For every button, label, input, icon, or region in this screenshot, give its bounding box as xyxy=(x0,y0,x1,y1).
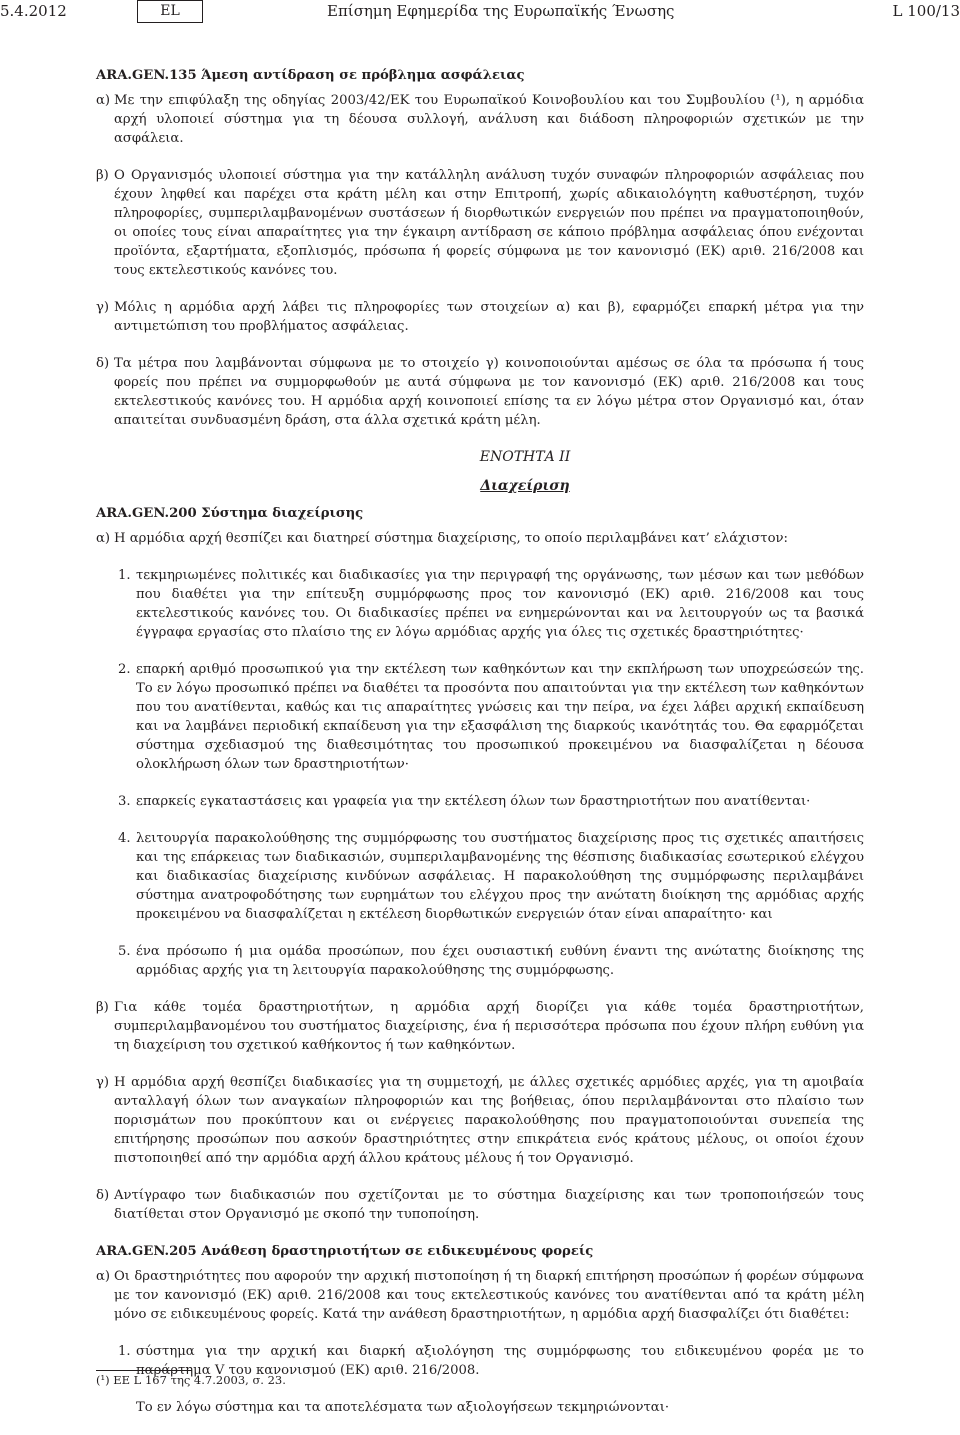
journal-title: Επίσημη Εφημερίδα της Ευρωπαϊκής Ένωσης xyxy=(327,2,674,21)
section-subtitle: Διαχείριση xyxy=(186,477,864,496)
para-label: α) xyxy=(96,529,114,548)
para-text: Με την επιφύλαξη της οδηγίας 2003/42/ΕΚ του Ευρωπαϊκού Κοινοβουλίου και του Συμβουλίου (¹), η αρμόδια αρχή υλοποιεί σύστημα για τη δέουσα συλλογή, ανάλυση και διάδοση πληροφοριών σχετικών με την ασφάλεια. xyxy=(114,91,864,148)
item-number: 1. xyxy=(118,566,136,642)
list-item xyxy=(118,660,864,774)
gen135-para-a xyxy=(96,91,864,148)
gen205-trailing-text: Το εν λόγω σύστημα και τα αποτελέσματα των αξιολογήσεων τεκμηριώνονται· xyxy=(136,1398,864,1417)
page-header xyxy=(0,0,960,30)
gen200-para-c xyxy=(96,1073,864,1168)
item-text: σύστημα για την αρχική και διαρκή αξιολόγηση της συμμόρφωσης του ειδικευμένου φορέα με το παράρτημα V του κανονισμού (ΕΚ) αριθ. 216/2008. xyxy=(136,1342,864,1380)
item-text: επαρκείς εγκαταστάσεις και γραφεία για την εκτέλεση όλων των δραστηριοτήτων που ανατίθενται· xyxy=(136,792,864,811)
footnote-divider xyxy=(96,1370,192,1371)
para-text: Η αρμόδια αρχή θεσπίζει διαδικασίες για τη συμμετοχή, με άλλες σχετικές αρμόδιες αρχές, για τη αμοιβαία ανταλλαγή όλων των αναγκαίων πληροφοριών και της βοήθειας, όπου περιλαμβάνονται στο πλαίσιο των πορισμάτων που προκύπτουν και οι ενέργειες παρακολούθησης που πραγματοποιούνται συνεπεία της επιτήρησης προσώπων που ασκούν δραστηριότητες στην επικράτεια ενός κράτους μέλους, οι οποίοι έχουν πιστοποιηθεί από την αρμόδια αρχή άλλου κράτους μέλους ή τον Οργανισμό. xyxy=(114,1073,864,1168)
para-text: Για κάθε τομέα δραστηριοτήτων, η αρμόδια αρχή διορίζει για κάθε τομέα δραστηριοτήτων, συμπεριλαμβανομένου του συστήματος διαχείρισης, ένα ή περισσότερα πρόσωπα που έχουν πλήρη ευθύνη για τη διαχείριση του σχετικού καθήκοντος ή των καθηκόντων. xyxy=(114,998,864,1055)
gen200-para-d xyxy=(96,1186,864,1224)
item-text: τεκμηριωμένες πολιτικές και διαδικασίες για την περιγραφή της οργάνωσης, των μέσων και των μεθόδων που διαθέτει για την επίτευξη συμμόρφωσης προς τον κανονισμό (ΕΚ) αριθ. 216/2008 και τους εκτελεστικούς κανόνες του. Οι διαδικασίες πρέπει να ενημερώνονται και να λειτουργούν ως τα βασικά έγγραφα εργασίας στο πλαίσιο της εν λόγω αρμόδιας αρχής για όλες τις σχετικές δραστηριότητες· xyxy=(136,566,864,642)
para-label: γ) xyxy=(96,1073,114,1168)
para-text: Οι δραστηριότητες που αφορούν την αρχική πιστοποίηση ή τη διαρκή επιτήρηση προσώπων ή φορέων σύμφωνα με τον κανονισμό (ΕΚ) αριθ. 216/2008 και τους εκτελεστικούς κανόνες του ανατίθενται από τα κράτη μέλη μόνο σε ειδικευμένους φορείς. Κατά την ανάθεση δραστηριοτήτων, η αρμόδια αρχή διασφαλίζει ότι διαθέτει: xyxy=(114,1267,864,1324)
list-item xyxy=(118,942,864,980)
page-reference: L 100/13 xyxy=(893,2,960,21)
list-item xyxy=(118,792,864,811)
para-text: Ο Οργανισμός υλοποιεί σύστημα για την κατάλληλη ανάλυση τυχόν συναφών πληροφοριών ασφάλειας που έχουν ληφθεί και παρέχει στα κράτη μέλη και στην Επιτροπή, χωρίς αδικαιολόγητη καθυστέρηση, τυχόν πληροφορίες, συμπεριλαμβανομένων συστάσεων ή διορθωτικών ενεργειών που πρέπει να πραγματοποιηθούν, οι οποίες τους είναι απαραίτητες για την έγκαιρη αντίδραση σε κάποιο πρόβλημα ασφάλειας όπου ενέχονται προϊόντα, εξαρτήματα, εξοπλισμός, πρόσωπα ή φορείς σύμφωνα με τον κανονισμό (ΕΚ) αριθ. 216/2008 και τους εκτελεστικούς κανόνες του. xyxy=(114,166,864,280)
language-box: EL xyxy=(137,0,203,23)
gen135-para-d xyxy=(96,354,864,430)
item-text: επαρκή αριθμό προσωπικού για την εκτέλεση των καθηκόντων και την εκπλήρωση των υποχρεώσεών της. Το εν λόγω προσωπικό πρέπει να διαθέτει τα προσόντα που απαιτούνται για την εκτέλεση των καθηκόντων που του ανατίθενται, καθώς και τις απαραίτητες γνώσεις και την πείρα, να έχει λάβει αρχική εκπαίδευση και να λαμβάνει περιοδική εκπαίδευση για την εξασφάλιση της διαρκούς ικανότητάς του. Θα εφαρμόζεται σύστημα σχεδιασμού της διαθεσιμότητας του προσωπικού προκειμένου να διασφαλίζεται η δέουσα ολοκλήρωση όλων των δραστηριοτήτων· xyxy=(136,660,864,774)
publication-date: 5.4.2012 xyxy=(0,2,67,21)
gen135-para-c xyxy=(96,298,864,336)
para-text: Τα μέτρα που λαμβάνονται σύμφωνα με το στοιχείο γ) κοινοποιούνται αμέσως σε όλα τα πρόσωπα ή τους φορείς που πρέπει να συμμορφωθούν με αυτά σύμφωνα με τον κανονισμό (ΕΚ) αριθ. 216/2008 και τους εκτελεστικούς κανόνες του. Η αρμόδια αρχή κοινοποιεί επίσης τα εν λόγω μέτρα στον Οργανισμό και, όταν απαιτείται συνδυασμένη δράση, στα άλλα σχετικά κράτη μέλη. xyxy=(114,354,864,430)
para-label: α) xyxy=(96,1267,114,1324)
item-number: 3. xyxy=(118,792,136,811)
item-text: λειτουργία παρακολούθησης της συμμόρφωσης του συστήματος διαχείρισης προς τις σχετικές απαιτήσεις και της επάρκειας των διαδικασιών, συμπεριλαμβανομένης της θέσπισης διαδικασίας εσωτερικού ελέγχου και διαδικασίας διαχείρισης κινδύνων ασφάλειας. Η παρακολούθηση της συμμόρφωσης περιλαμβάνει σύστημα ανατροφοδότησης των ευρημάτων του ελέγχου προς την ανώτατη διοίκηση της αρμόδιας αρχής προκειμένου να διασφαλίζεται η εκτέλεση διορθωτικών ενεργειών όταν είναι απαραίτητο· και xyxy=(136,829,864,924)
footnote: (¹) ΕΕ L 167 της 4.7.2003, σ. 23. xyxy=(96,1373,286,1387)
heading-ara-gen-135: ARA.GEN.135 Άμεση αντίδραση σε πρόβλημα ασφάλειας xyxy=(96,66,864,85)
para-label: α) xyxy=(96,91,114,148)
para-text: Αντίγραφο των διαδικασιών που σχετίζονται με το σύστημα διαχείρισης και των τροποποιήσεών τους διατίθεται στον Οργανισμό με σκοπό την τυποποίηση. xyxy=(114,1186,864,1224)
gen200-para-b xyxy=(96,998,864,1055)
para-label: δ) xyxy=(96,1186,114,1224)
document-body xyxy=(96,66,864,1435)
item-number: 1. xyxy=(118,1342,136,1380)
section-heading xyxy=(186,448,864,496)
item-number: 2. xyxy=(118,660,136,774)
para-label: δ) xyxy=(96,354,114,430)
para-text: Μόλις η αρμόδια αρχή λάβει τις πληροφορίες των στοιχείων α) και β), εφαρμόζει επαρκή μέτρα για την αντιμετώπιση του προβλήματος ασφάλειας. xyxy=(114,298,864,336)
gen200-para-a xyxy=(96,529,864,548)
section-title: ΕΝΟΤΗΤΑ II xyxy=(186,448,864,467)
para-text: Η αρμόδια αρχή θεσπίζει και διατηρεί σύστημα διαχείρισης, το οποίο περιλαμβάνει κατ’ ελάχιστον: xyxy=(114,529,864,548)
para-label: γ) xyxy=(96,298,114,336)
gen200-items xyxy=(118,566,864,980)
gen205-para-a xyxy=(96,1267,864,1324)
gen135-para-b xyxy=(96,166,864,280)
list-item xyxy=(118,566,864,642)
heading-ara-gen-200: ARA.GEN.200 Σύστημα διαχείρισης xyxy=(96,504,864,523)
item-number: 5. xyxy=(118,942,136,980)
item-number: 4. xyxy=(118,829,136,924)
item-text: ένα πρόσωπο ή μια ομάδα προσώπων, που έχει ουσιαστική ευθύνη έναντι της ανώτατης διοίκησης της αρμόδιας αρχής για τη λειτουργία παρακολούθησης της συμμόρφωσης. xyxy=(136,942,864,980)
para-label: β) xyxy=(96,166,114,280)
para-label: β) xyxy=(96,998,114,1055)
heading-ara-gen-205: ARA.GEN.205 Ανάθεση δραστηριοτήτων σε ειδικευμένους φορείς xyxy=(96,1242,864,1261)
list-item xyxy=(118,829,864,924)
